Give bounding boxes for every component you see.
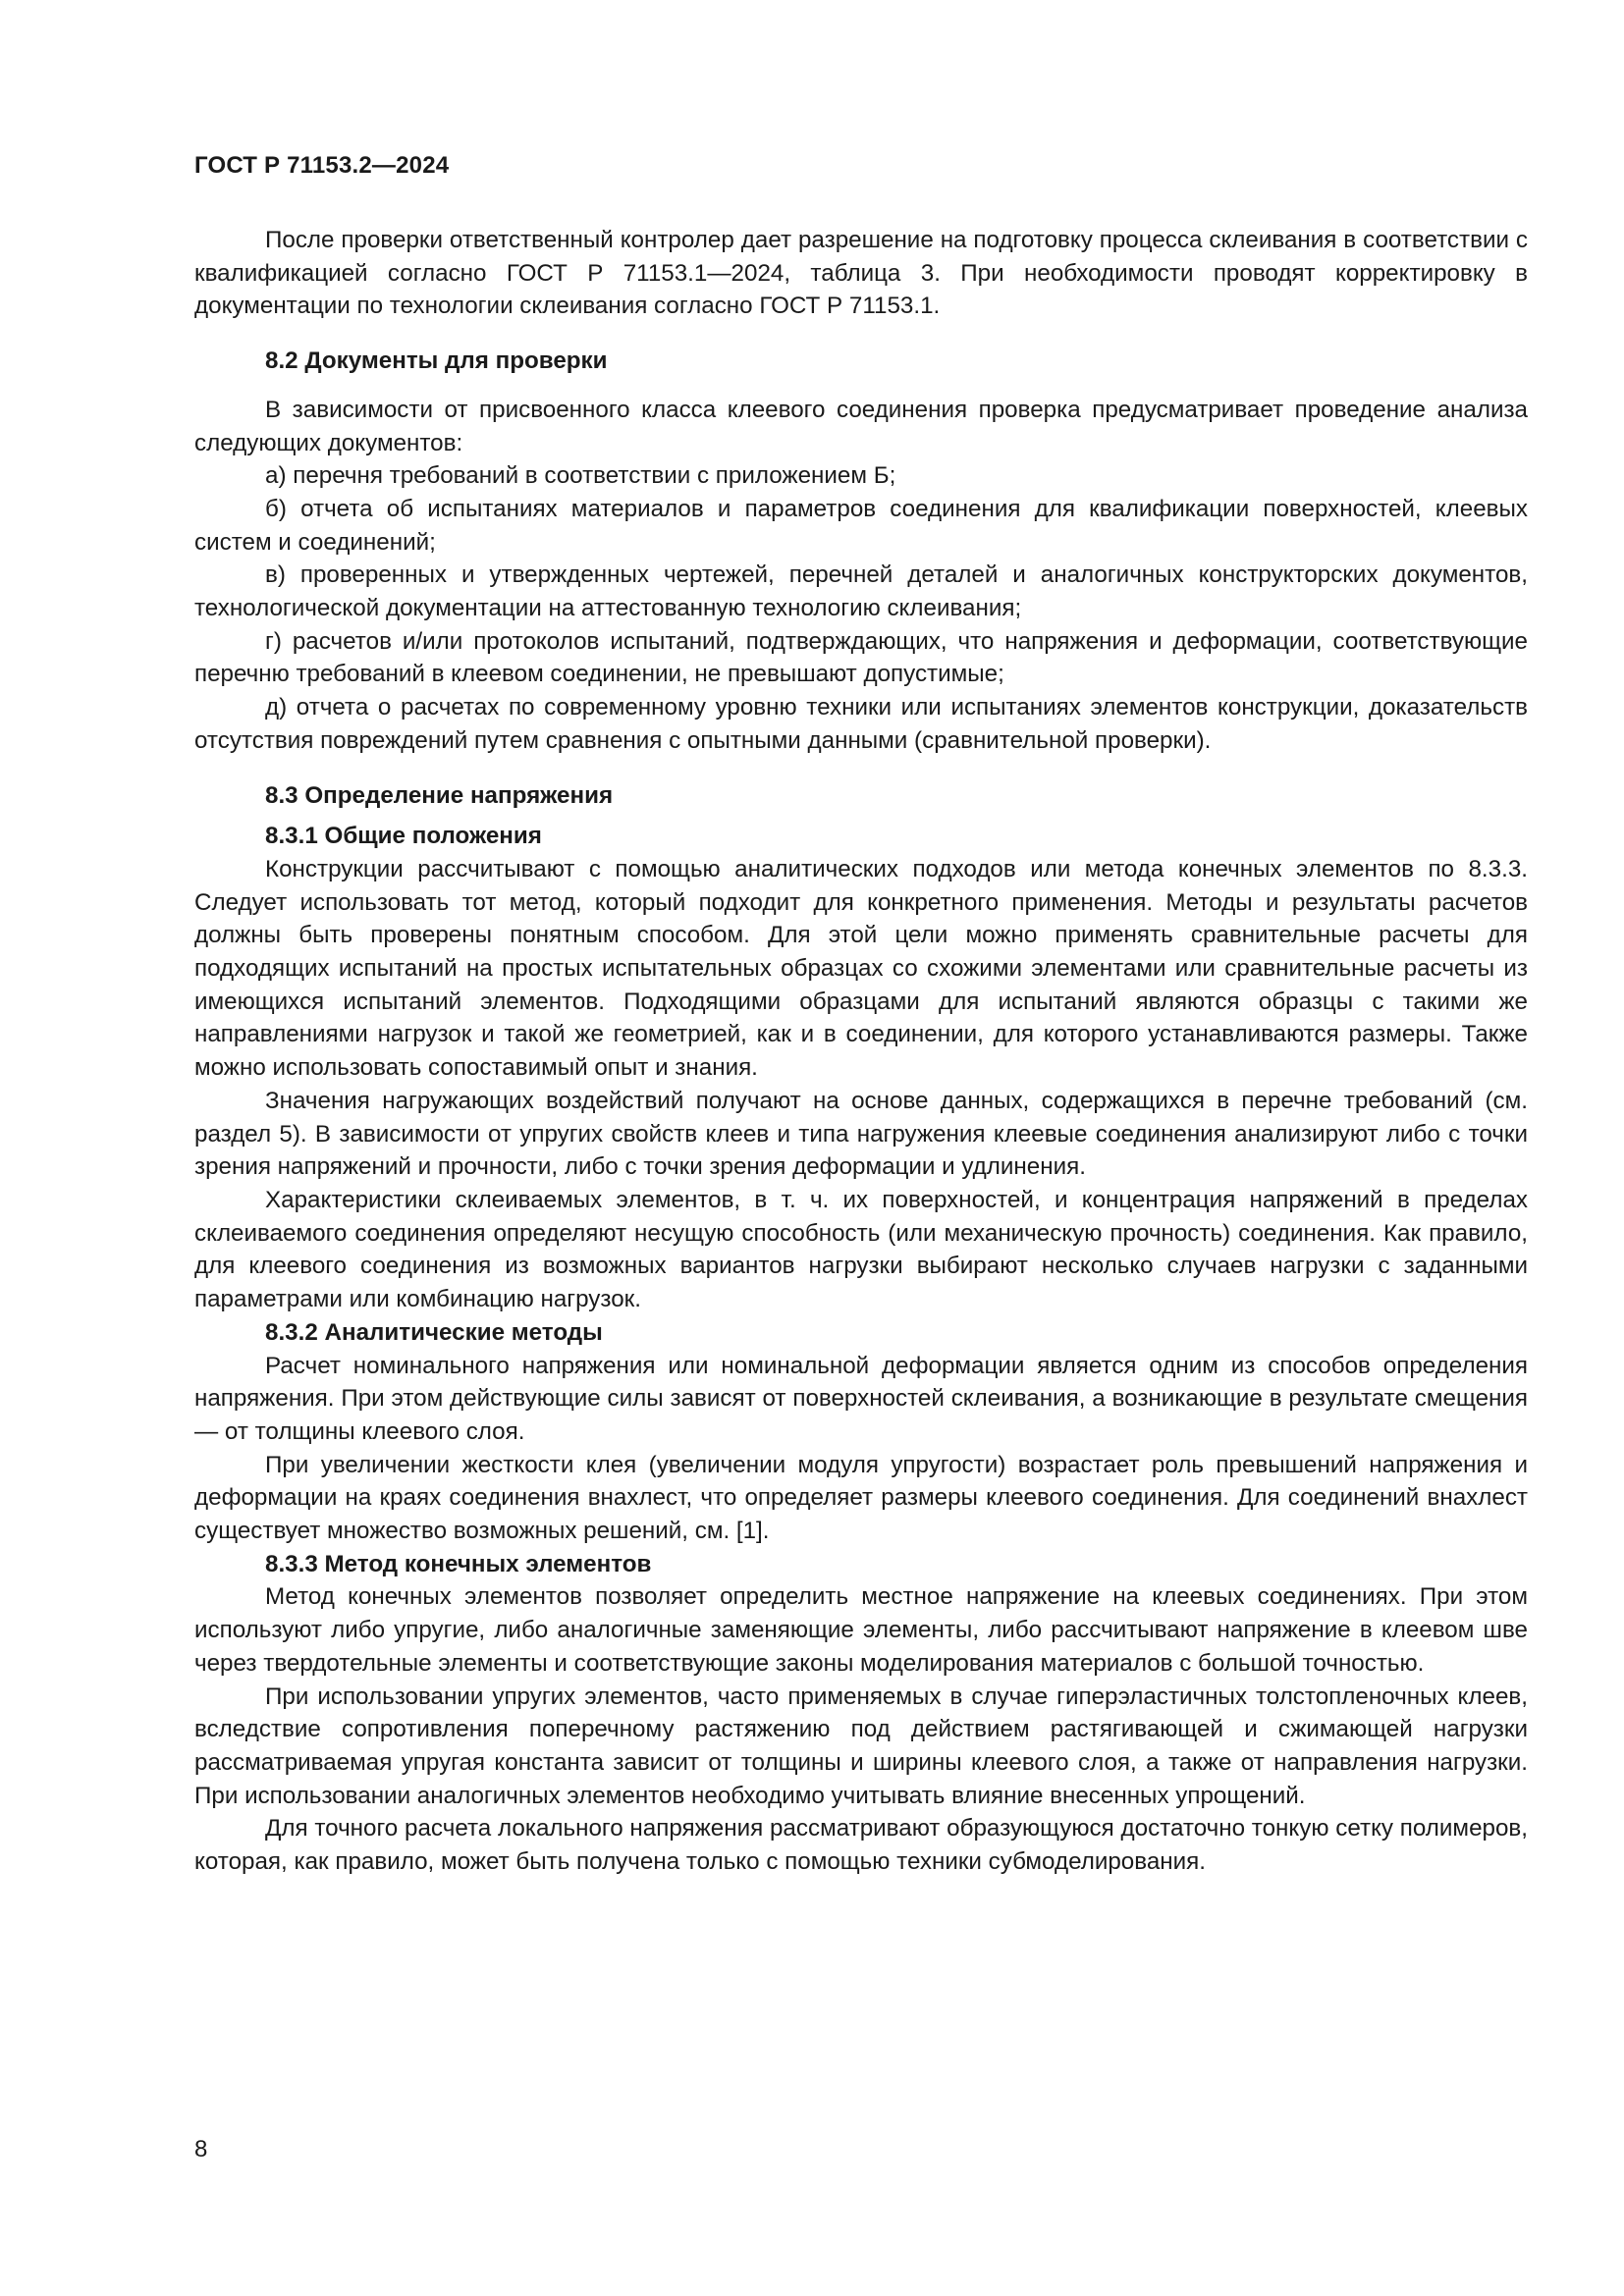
subsection-heading-8-3-3: 8.3.3 Метод конечных элементов bbox=[265, 1550, 652, 1577]
paragraph: После проверки ответственный контролер дает разрешение на подготовку процесса склеивания в соответствии с квалификацией согласно ГОСТ Р 71153.1—2024, таблица 3. При необходимости проводят корректировку в документации по технологии склеивания согласно ГОСТ Р 71153.1. bbox=[194, 227, 1528, 320]
subsection-heading-8-3-1: 8.3.1 Общие положения bbox=[265, 823, 542, 850]
paragraph: В зависимости от присвоенного класса клеевого соединения проверка предусматривает проведение анализа следующих документов: bbox=[194, 396, 1528, 456]
section-heading-8-3: 8.3 Определение напряжения bbox=[265, 781, 614, 809]
paragraph: Метод конечных элементов позволяет определить местное напряжение на клеевых соединениях. При этом используют либо упругие, либо аналогичные заменяющие элементы, либо рассчитывают напряжение в клеевом шве через твердотельные элементы и соответствующие законы моделирования материалов с большой точностью. bbox=[194, 1583, 1528, 1677]
subsection-heading-8-3-2: 8.3.2 Аналитические методы bbox=[265, 1318, 603, 1346]
list-item: в) проверенных и утвержденных чертежей, перечней деталей и аналогичных конструкторских документов, технологической документации на аттестованную технологию склеивания; bbox=[194, 561, 1528, 622]
list-item: д) отчета о расчетах по современному уровню техники или испытаниях элементов конструкции, доказательств отсутствия повреждений путем сравнения с опытными данными (сравнительной проверки). bbox=[194, 694, 1528, 754]
list-item: а) перечня требований в соответствии с приложением Б; bbox=[265, 462, 896, 490]
list-item: б) отчета об испытаниях материалов и параметров соединения для квалификации поверхностей, клеевых систем и соединений; bbox=[194, 495, 1528, 556]
document-header: ГОСТ Р 71153.2—2024 bbox=[194, 152, 450, 179]
section-heading-8-2: 8.2 Документы для проверки bbox=[265, 347, 608, 375]
paragraph: Для точного расчета локального напряжения рассматривают образующуюся достаточно тонкую сетку полимеров, которая, как правило, может быть получена только с помощью техники субмоделирования. bbox=[194, 1815, 1528, 1876]
paragraph: Расчет номинального напряжения или номинальной деформации является одним из способов определения напряжения. При этом действующие силы зависят от поверхностей склеивания, а возникающие в результате смещения — от толщины клеевого слоя. bbox=[194, 1352, 1528, 1445]
paragraph: Значения нагружающих воздействий получают на основе данных, содержащихся в перечне требований (см. раздел 5). В зависимости от упругих свойств клеев и типа нагружения клеевые соединения анализируют либо с точки зрения напряжений и прочности, либо с точки зрения деформации и удлинения. bbox=[194, 1087, 1528, 1181]
list-item: г) расчетов и/или протоколов испытаний, подтверждающих, что напряжения и деформации, соответствующие перечню требований в клеевом соединении, не превышают допустимые; bbox=[194, 627, 1528, 688]
paragraph: При увеличении жесткости клея (увеличении модуля упругости) возрастает роль превышений напряжения и деформации на краях соединения внахлест, что определяет размеры клеевого соединения. Для соединений внахлест существует множество возможных решений, см. [1]. bbox=[194, 1451, 1528, 1545]
paragraph: Конструкции рассчитывают с помощью аналитических подходов или метода конечных элементов по 8.3.3. Следует использовать тот метод, который подходит для конкретного применения. Методы и результаты расчетов должны быть проверены понятным способом. Для этой цели можно применять сравнительные расчеты для подходящих испытаний на простых испытательных образцах со схожими элементами или сравнительные расчеты из имеющихся испытаний элементов. Подходящими образцами для испытаний являются образцы с такими же направлениями нагрузок и такой же геометрией, как и в соединении, для которого устанавливаются размеры. Также можно использовать сопоставимый опыт и знания. bbox=[194, 855, 1528, 1082]
page-number: 8 bbox=[194, 2136, 208, 2163]
paragraph: Характеристики склеиваемых элементов, в т. ч. их поверхностей, и концентрация напряжений в пределах склеиваемого соединения определяют несущую способность (или механическую прочность) соединения. Как правило, для клеевого соединения из возможных вариантов нагрузки выбирают несколько случаев нагрузки с заданными параметрами или комбинацию нагрузок. bbox=[194, 1186, 1528, 1313]
document-body bbox=[194, 224, 1528, 1879]
paragraph: При использовании упругих элементов, часто применяемых в случае гиперэластичных толстопленочных клеев, вследствие сопротивления поперечному растяжению под действием растягивающей и сжимающей нагрузки рассматриваемая упругая константа зависит от толщины и ширины клеевого слоя, а также от направления нагрузки. При использовании аналогичных элементов необходимо учитывать влияние внесенных упрощений. bbox=[194, 1682, 1528, 1809]
